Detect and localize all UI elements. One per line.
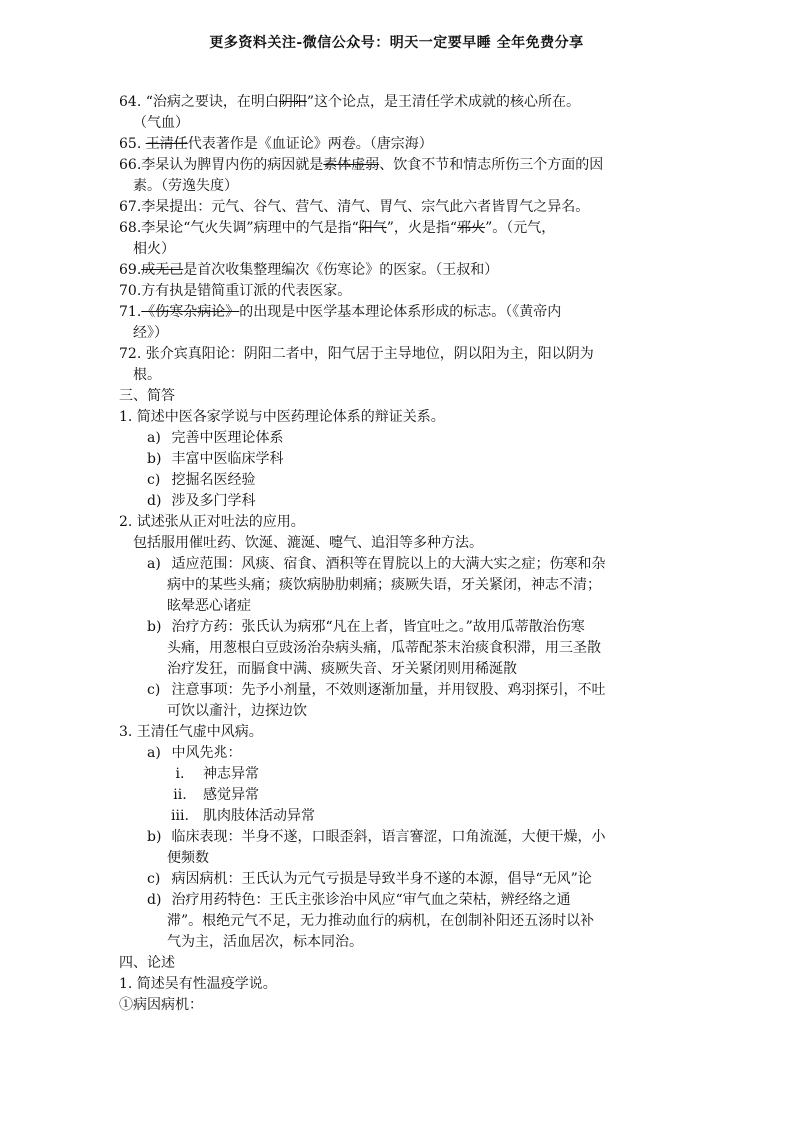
list-item: a) 完善中医理论体系 (147, 430, 284, 446)
item-68: 68.李杲论“气火失调”病理中的气是指“阳气”，火是指“邪火”。（元气， (119, 220, 556, 236)
item-72: 72. 张介宾真阳论：阴阳二者中，阳气居于主导地位，阴以阳为主，阳以阴为 (119, 346, 594, 362)
item-71: 71.《伤寒杂病论》的出现是中医学基本理论体系形成的标志。（《黄帝内 (119, 304, 562, 320)
question-essay-1: 1. 简述吴有性温疫学说。 (119, 976, 277, 992)
list-item: d) 治疗用药特色：王氏主张诊治中风应“审气血之荣枯，辨经络之通 (147, 892, 571, 908)
roman-item: ii. 感觉异常 (173, 787, 259, 803)
roman-item: iii. 肌肉肢体活动异常 (171, 808, 315, 824)
roman-item: i. 神志异常 (175, 766, 259, 782)
list-item-cont: 头痛，用葱根白豆豉汤治杂病头痛，瓜蒂配茶末治痰食积滞，用三圣散 (167, 640, 601, 656)
list-item-cont: 气为主，活血居次，标本同治。 (167, 934, 363, 950)
item-66: 66.李杲认为脾胃内伤的病因就是素体虚弱、饮食不节和情志所伤三个方面的因 (119, 157, 604, 173)
question-1: 1. 简述中医各家学说与中医药理论体系的辩证关系。 (119, 409, 445, 425)
question-2-intro: 包括服用催吐药、饮涎、漉涎、嚏气、追泪等多种方法。 (133, 535, 483, 551)
section-heading-short-answer: 三、简答 (119, 388, 175, 404)
item-72-cont: 根。 (133, 367, 161, 383)
item-66-cont: 素。（劳逸失度） (133, 178, 238, 194)
page-header: 更多资料关注-微信公众号：明天一定要早睡 全年免费分享 (209, 35, 584, 51)
list-item-cont: 治疗发狂，而膈食中满、痰厥失音、牙关紧闭则用稀涎散 (167, 661, 517, 677)
list-item: a) 中风先兆： (147, 745, 242, 761)
document-body (119, 92, 679, 1016)
item-69: 69.成无己是首次收集整理编次《伤寒论》的医家。（王叔和） (119, 262, 499, 278)
list-item-cont: 眩晕恶心诸症 (167, 598, 251, 614)
item-64: 64. “治病之要诀，在明白阴阳”这个论点，是王清任学术成就的核心所在。 (119, 94, 581, 110)
list-item-cont: 便频数 (167, 850, 209, 866)
list-item: c) 挖掘名医经验 (147, 472, 256, 488)
section-heading-essay: 四、论述 (119, 955, 175, 971)
list-item-cont: 滞”。根绝元气不足，无力推动血行的病机，在创制补阳还五汤时以补 (167, 913, 595, 929)
item-68-cont: 相火） (133, 241, 175, 257)
item-71-cont: 经》） (133, 325, 168, 341)
list-item-cont: 病中的某些头痛；痰饮病胁肋刺痛；痰厥失语，牙关紧闭，神志不清； (167, 577, 601, 593)
list-item: c) 病因病机：王氏认为元气亏损是导致半身不遂的本源，倡导“无风”论 (147, 871, 592, 887)
list-item: b) 丰富中医临床学科 (147, 451, 284, 467)
question-2: 2. 试述张从正对吐法的应用。 (119, 514, 305, 530)
item-64-answer: （气血） (133, 115, 189, 131)
item-70: 70.方有执是错简重订派的代表医家。 (119, 283, 352, 299)
item-65: 65. 王清任代表著作是《血证论》两卷。（唐宗海） (119, 136, 433, 152)
list-item: b) 治疗方药：张氏认为病邪“凡在上者，皆宜吐之。”故用瓜蒂散治伤寒 (147, 619, 585, 635)
list-item: a) 适应范围：风痰、宿食、酒积等在胃脘以上的大满大实之症；伤寒和杂 (147, 556, 606, 572)
list-item: b) 临床表现：半身不遂，口眼歪斜，语言謇涩，口角流涎，大便干燥，小 (147, 829, 606, 845)
question-3: 3. 王清任气虚中风病。 (119, 724, 263, 740)
list-item-cont: 可饮以齑汁，边探边饮 (167, 703, 307, 719)
item-67: 67.李杲提出：元气、谷气、营气、清气、胃气、宗气此六者皆胃气之异名。 (119, 199, 590, 215)
subheading: ①病因病机： (119, 997, 203, 1013)
list-item: d) 涉及多门学科 (147, 493, 256, 509)
list-item: c) 注意事项：先予小剂量，不效则逐渐加量，并用钗股、鸡羽探引，不吐 (147, 682, 606, 698)
